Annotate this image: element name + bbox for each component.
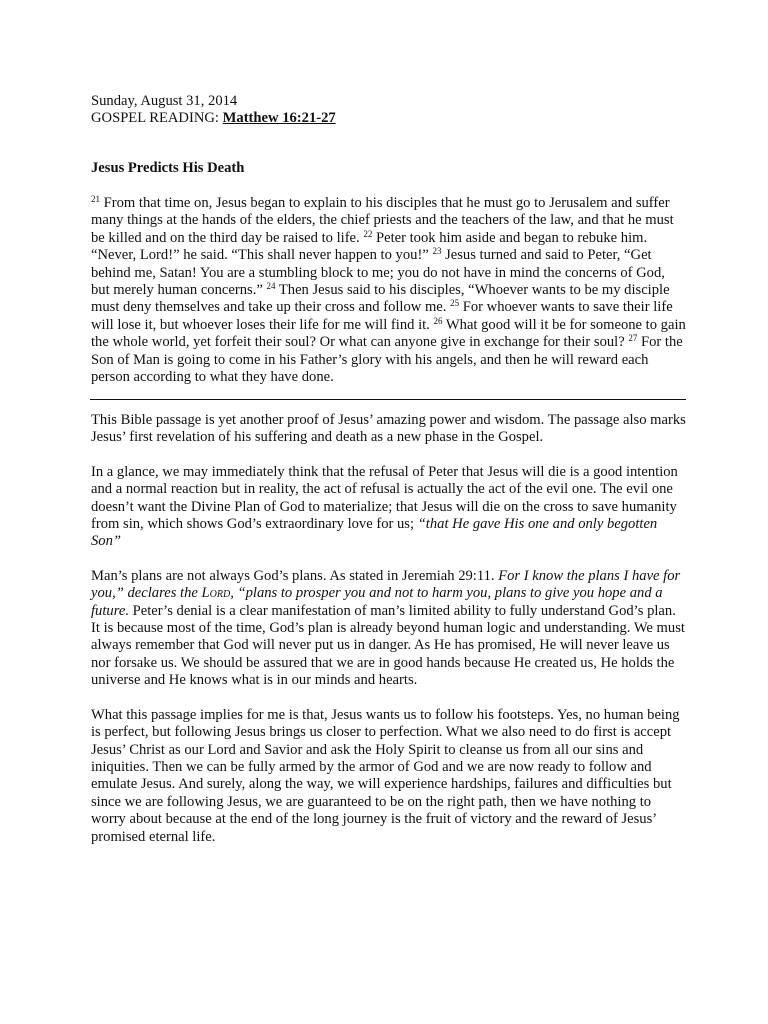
verse-number: 26 bbox=[433, 315, 443, 326]
paragraph bbox=[91, 568, 687, 690]
gospel-reading-label: GOSPEL READING: bbox=[91, 110, 223, 127]
paragraph-text: In a glance, we may immediately think that the refusal of Peter that Jesus will die is a good intention and a normal reaction but in reality, the act of refusal is actually the act of the evil one. The evil one doesn’t want the Divine Plan of God to materialize; that Jesus will die on the cross to save humanity from sin, which shows God’s extraordinary love for us; bbox=[91, 463, 678, 533]
gospel-reference-link[interactable]: Matthew 16:21-27 bbox=[222, 110, 336, 127]
section-heading: Jesus Predicts His Death bbox=[91, 160, 245, 176]
verse-number: 27 bbox=[628, 333, 638, 344]
document-header bbox=[91, 93, 687, 128]
paragraph bbox=[91, 464, 687, 551]
divider bbox=[90, 399, 686, 400]
verse-text: For the Son of Man is going to come in his Father’s glory with his angels, and then he will reward each person according to what they have done. bbox=[91, 334, 683, 386]
verse-text: From that time on, Jesus began to explain to his disciples that he must go to Jerusalem and suffer many things at the hands of the elders, the chief priests and the teachers of the law, and that he must be killed and on the third day be raised to life. bbox=[91, 195, 674, 246]
scripture-passage bbox=[91, 195, 687, 386]
date-line: Sunday, August 31, 2014 bbox=[91, 93, 238, 109]
quote-text: For I know the plans I have for you,” declares the bbox=[91, 567, 681, 602]
verse-text: What good will it be for someone to gain the whole world, yet forfeit their soul? Or what can anyone give in exchange for their soul? bbox=[91, 316, 686, 351]
verse-number: 23 bbox=[432, 246, 442, 257]
paragraph: This Bible passage is yet another proof of Jesus’ amazing power and wisdom. The passage also marks Jesus’ first revelation of his suffering and death as a new phase in the Gospel. bbox=[91, 412, 686, 446]
verse-number: 25 bbox=[450, 298, 460, 309]
verse-text: Jesus turned and said to Peter, “Get behind me, Satan! You are a stumbling block to me; you do not have in mind the concerns of God, but merely human concerns.” bbox=[91, 247, 665, 299]
lord-small-caps: Lord bbox=[201, 585, 231, 602]
reflection-body bbox=[91, 412, 687, 863]
verse-number: 24 bbox=[266, 281, 276, 292]
gospel-reading-line bbox=[91, 110, 687, 127]
quote-text: , “plans to prosper you and not to harm you, plans to give you hope and a future. bbox=[91, 585, 663, 619]
paragraph-text: Peter’s denial is a clear manifestation of man’s limited ability to fully understand God’s plan. It is because most of the time, God’s plan is already beyond human logic and understanding. We must always remember that God will never put us in danger. As He has promised, He will never leave us nor forsake us. We should be assured that we are in good hands because He created us, He holds the universe and He knows what is in our minds and hearts. bbox=[91, 602, 685, 689]
verse-number: 21 bbox=[91, 194, 100, 204]
verse-number: 22 bbox=[363, 228, 373, 239]
verse-text: Peter took him aside and began to rebuke him. “Never, Lord!” he said. “This shall never happen to you!” bbox=[91, 229, 648, 264]
verse-text: Then Jesus said to his disciples, “Whoever wants to be my disciple must deny themselves and take up their cross and follow me. bbox=[91, 282, 670, 316]
paragraph-text: Man’s plans are not always God’s plans. As stated in Jeremiah 29:11. bbox=[91, 567, 499, 584]
paragraph: What this passage implies for me is that, Jesus wants us to follow his footsteps. Yes, no human being is perfect, but following Jesus brings us closer to perfection. What we also need to do first is accept Jesus’ Christ as our Lord and Savior and ask the Holy Spirit to cleanse us from all our sins and iniquities. Then we can be fully armed by the armor of God and we are now ready to follow and emulate Jesus. And surely, along the way, we will experience hardships, failures and difficulties but since we are following Jesus, we are guaranteed to be on the right path, then we have nothing to worry about because at the end of the long journey is the fruit of victory and the reward of Jesus’ promised eternal life. bbox=[91, 706, 680, 845]
verse-text: For whoever wants to save their life will lose it, but whoever loses their life for me will find it. bbox=[91, 299, 673, 333]
quote-text: “that He gave His one and only begotten Son” bbox=[91, 516, 658, 550]
